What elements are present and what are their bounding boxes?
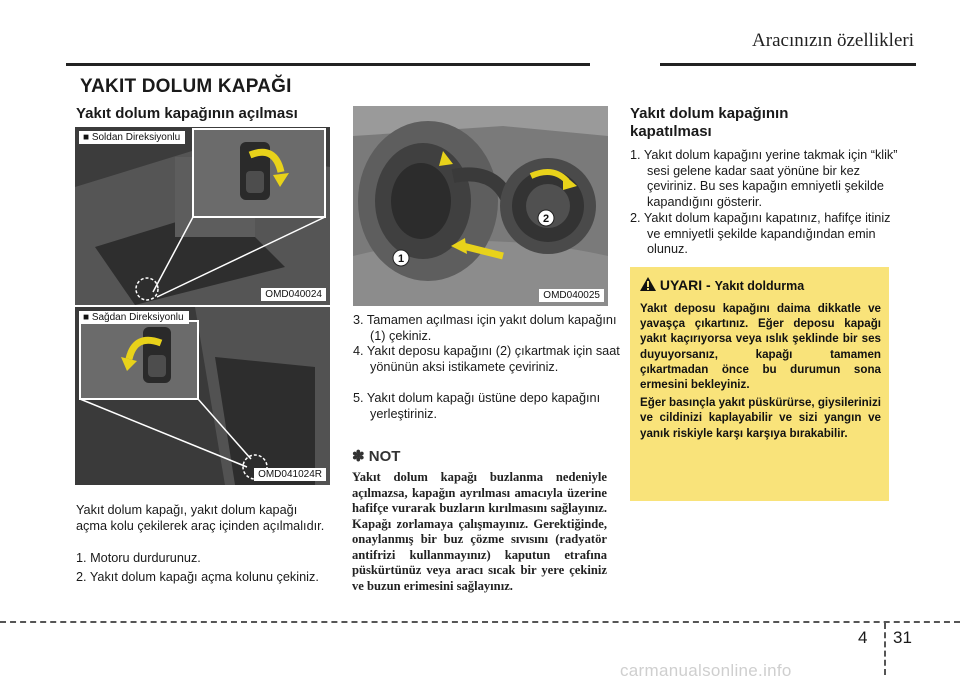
warning-label: UYARI - [659,277,711,293]
opening-step-4: 4. Yakıt deposu kapağını (2) çıkartmak için saat yönünün aksi istikamete çeviriniz. [353,344,620,374]
header-rule-gap [590,62,660,67]
page-number: 31 [893,628,912,647]
opening-step-5: 5. Yakıt dolum kapağı üstüne depo kapağını yerleştiriniz. [353,391,601,421]
page-number-divider [884,623,886,675]
warning-box [630,267,889,501]
photo-right-hand-drive-illustration [75,307,330,485]
photo-fuel-cap-code: OMD040025 [539,289,604,302]
warning-paragraph-2: Eğer basınçla yakıt püskürürse, giysilerinizi ve cildinizi kaplayabilir ve sizi yangın ve yanık riskiyle karşı karşıya bırakabilir. [640,396,881,440]
warning-subtitle: Yakıt doldurma [714,279,805,293]
chapter-number: 4 [858,628,868,647]
photo-top-label: ■ Soldan Direksiyonlu [79,131,185,144]
photo-bottom-label: ■ Sağdan Direksiyonlu [79,311,189,324]
photo-fuel-cap [353,106,608,306]
chapter-title: Aracınızın özellikleri [752,30,914,51]
photo-bottom-code: OMD041024R [254,468,326,481]
note-heading [352,447,400,465]
watermark: carmanualsonline.info [620,661,792,680]
footer-rule [0,621,960,623]
warning-triangle-icon [640,277,656,291]
warning-paragraph-1: Yakıt deposu kapağını daima dikkatle ve yavaşça çıkartınız. Eğer deposu kapağı yakıt kaçırıyorsa veya ıslık şeklinde bir ses duyuyorsanız, kapağı tamamen çıkartmadan önce bu durumun sona ermesini bekleyiniz. [640,302,881,392]
header-rule [66,63,916,66]
note-title: NOT [368,448,401,465]
warning-title [640,277,804,293]
opening-step-3: 3. Tamamen açılması için yakıt dolum kapağını (1) çekiniz. [353,313,617,343]
note-star-icon: ✽ [352,448,365,465]
marker-1: 1 [397,253,405,265]
closing-step-2: 2. Yakıt dolum kapağını kapatınız, hafifçe itiniz ve emniyetli şekilde kapandığından emin olunuz. [630,211,891,256]
closing-heading: Yakıt dolum kapağının kapatılması [630,105,789,140]
closing-step-1: 1. Yakıt dolum kapağını yerine takmak için “klik” sesi gelene kadar saat yönüne bir kez çeviriniz. Bu ses kapağın emniyetli şekilde kapandığını gösterir. [630,148,898,209]
photo-top-code: OMD040024 [261,288,326,301]
note-body: Yakıt dolum kapağı buzlanma nedeniyle açılmazsa, kapağın ayrılması amacıyla üzerine hafifçe vurarak buzların kırılmasını sağlayınız. Kapağı zorlamaya çalışmayınız. Gerektiğinde, onaylanmış bir buz çözme sıvısını (radyatör antifrizi kullanmayınız) kaputun etrafına püskürtünüz veya aracı sıcak bir yere çekiniz ve buzun erimesini sağlayınız. [352,470,607,593]
opening-heading: Yakıt dolum kapağının açılması [76,105,298,122]
opening-step-1: 1. Motoru durdurunuz. [76,551,201,565]
opening-step-2: 2. Yakıt dolum kapağı açma kolunu çekiniz. [76,570,319,584]
marker-2: 2 [542,213,550,225]
warning-body [640,301,881,441]
photo-fuel-cap-illustration [353,106,608,306]
photo-right-hand-drive [75,307,330,485]
opening-intro: Yakıt dolum kapağı, yakıt dolum kapağı açma kolu çekilerek araç içinden açılmalıdır. [76,503,325,533]
photo-left-hand-drive-illustration [75,127,330,305]
section-title: YAKIT DOLUM KAPAĞI [80,76,292,97]
photo-left-hand-drive [75,127,330,305]
